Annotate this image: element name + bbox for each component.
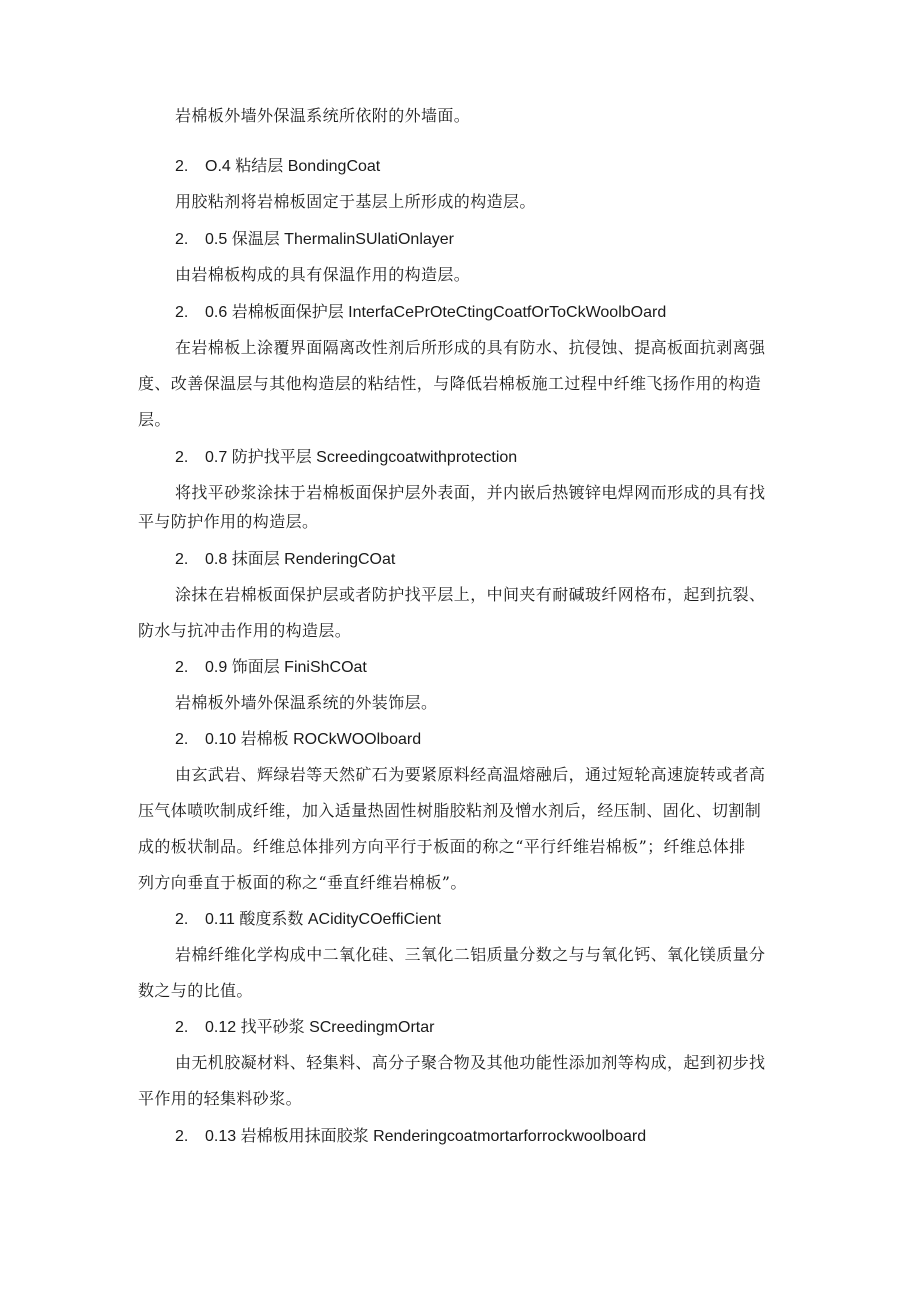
term-english: SCreedingmOrtar [309, 1019, 435, 1036]
term-english: Renderingcoatmortarforrockwoolboard [373, 1128, 647, 1145]
paragraph-line: 涂抹在岩棉板面保护层或者防护找平层上，中间夹有耐碱玻纤网格布，起到抗裂、 [175, 585, 766, 604]
section-heading-2-0-9 [175, 657, 367, 678]
section-heading-2-0-5 [175, 229, 454, 250]
section-code: 0.12 [205, 1019, 237, 1036]
paragraph-line: 由玄武岩、辉绿岩等天然矿石为要紧原料经高温熔融后，通过短轮高速旋转或者高 [175, 765, 766, 784]
section-code: 0.10 [205, 731, 237, 748]
paragraph-line: 由岩棉板构成的具有保温作用的构造层。 [175, 265, 471, 284]
section-code: 0.8 [205, 551, 228, 568]
term-english: InterfaCePrOteCtingCoatfOrToCkWoolbOard [348, 304, 667, 321]
paragraph-line: 成的板状制品。纤维总体排列方向平行于板面的称之“平行纤维岩棉板”；纤维总体排 [138, 837, 746, 856]
term-chinese: 抹面层 [231, 549, 280, 568]
term-english: RenderingCOat [284, 551, 396, 568]
paragraph-line: 压气体喷吹制成纤维，加入适量热固性树脂胶粘剂及憎水剂后，经压制、固化、切割制 [138, 801, 762, 820]
section-number: 2. [175, 551, 189, 568]
section-code: 0.13 [205, 1128, 237, 1145]
section-number: 2. [175, 911, 189, 928]
section-number: 2. [175, 1128, 189, 1145]
term-chinese: 保温层 [231, 229, 280, 248]
section-heading-2-0-10 [175, 729, 421, 750]
paragraph-line: 平作用的轻集料砂浆。 [138, 1089, 303, 1108]
term-english: ThermalinSUlatiOnlayer [284, 231, 455, 248]
paragraph-line: 平与防护作用的构造层。 [138, 512, 319, 531]
section-code: O.4 [205, 158, 231, 175]
section-number: 2. [175, 659, 189, 676]
term-chinese: 粘结层 [235, 156, 284, 175]
section-heading-2-0-6 [175, 302, 666, 323]
section-code: 0.9 [205, 659, 228, 676]
term-english: Screedingcoatwithprotection [316, 449, 518, 466]
term-chinese: 饰面层 [231, 657, 280, 676]
section-number: 2. [175, 304, 189, 321]
term-chinese: 防护找平层 [231, 447, 312, 466]
paragraph-line: 数之与的比值。 [138, 981, 253, 1000]
section-heading-2-0-13 [175, 1126, 646, 1147]
term-english: ACidityCOeffiCient [307, 911, 441, 928]
section-number: 2. [175, 731, 189, 748]
paragraph-line: 度、改善保温层与其他构造层的粘结性，与降低岩棉板施工过程中纤维飞扬作用的构造 [138, 374, 762, 393]
term-chinese: 岩棉板面保护层 [231, 302, 344, 321]
section-code: 0.5 [205, 231, 228, 248]
section-heading-2-0-7 [175, 447, 517, 468]
term-chinese: 岩棉板用抹面胶浆 [240, 1126, 369, 1145]
paragraph-line: 在岩棉板上涂覆界面隔离改性剂后所形成的具有防水、抗侵蚀、提高板面抗剥离强 [175, 338, 766, 357]
paragraph-line: 层。 [138, 410, 171, 429]
section-code: 0.6 [205, 304, 228, 321]
term-english: FiniShCOat [284, 659, 367, 676]
paragraph-line: 岩棉板外墙外保温系统所依附的外墙面。 [175, 106, 471, 125]
paragraph-line: 列方向垂直于板面的称之“垂直纤维岩棉板”。 [138, 873, 467, 892]
paragraph-line: 由无机胶凝材料、轻集料、高分子聚合物及其他功能性添加剂等构成，起到初步找 [175, 1053, 766, 1072]
section-number: 2. [175, 158, 189, 175]
term-english: ROCkWOOlboard [293, 731, 422, 748]
term-chinese: 岩棉板 [240, 729, 289, 748]
section-code: 0.7 [205, 449, 228, 466]
paragraph-line: 用胶粘剂将岩棉板固定于基层上所形成的构造层。 [175, 192, 536, 211]
paragraph-line: 岩棉板外墙外保温系统的外装饰层。 [175, 693, 438, 712]
section-number: 2. [175, 449, 189, 466]
section-heading-2-0-12 [175, 1017, 434, 1038]
section-code: 0.11 [205, 911, 235, 928]
section-heading-2-0-8 [175, 549, 395, 570]
term-english: BondingCoat [287, 158, 381, 175]
paragraph-line: 岩棉纤维化学构成中二氧化硅、三氧化二铝质量分数之与与氧化钙、氧化镁质量分 [175, 945, 766, 964]
paragraph-line: 防水与抗冲击作用的构造层。 [138, 621, 352, 640]
section-number: 2. [175, 1019, 189, 1036]
term-chinese: 找平砂浆 [240, 1017, 305, 1036]
term-chinese: 酸度系数 [239, 909, 304, 928]
section-heading-2-0-4 [175, 156, 380, 177]
section-number: 2. [175, 231, 189, 248]
section-heading-2-0-11 [175, 909, 441, 930]
paragraph-line: 将找平砂浆涂抹于岩棉板面保护层外表面，并内嵌后热镀锌电焊网而形成的具有找 [175, 483, 766, 502]
